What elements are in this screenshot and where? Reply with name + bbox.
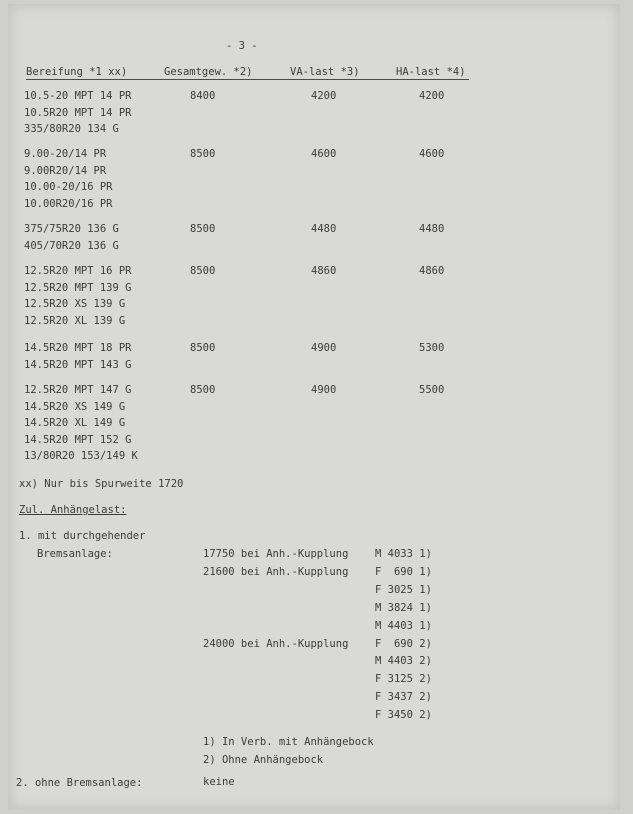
tire-size: 335/80R20 134 G [24,123,119,135]
header-va-last: VA-last *3) [290,66,360,78]
note-2: 2) Ohne Anhängebock [203,754,324,766]
va-last-value: 4480 [311,223,337,235]
item2-value: keine [203,776,235,788]
tire-size: 12.5R20 XL 139 G [24,314,126,327]
coupling-type: M 4033 1) [375,548,432,560]
header-bereifung: Bereifung *1 xx) [26,66,128,78]
page-number: - 3 - [226,40,258,52]
gesamtgewicht-value: 8500 [190,223,216,235]
tire-size: 13/80R20 153/149 K [24,450,138,462]
trailer-load: 24000 bei Anh.-Kupplung [203,637,349,650]
coupling-type: F 3450 2) [375,709,432,722]
gesamtgewicht-value: 8500 [190,342,216,354]
va-last-value: 4600 [311,148,337,160]
coupling-type: M 4403 2) [375,655,432,668]
trailer-load: 17750 bei Anh.-Kupplung [203,548,349,560]
footnote-xx: xx) Nur bis Spurweite 1720 [19,478,184,490]
ha-last-value: 4480 [419,223,445,235]
tire-size: 375/75R20 136 G [24,223,119,235]
coupling-type: M 3824 1) [375,601,432,614]
gesamtgewicht-value: 8500 [190,265,216,277]
tire-size: 10.00-20/16 PR [24,181,113,193]
tire-size: 10.00R20/16 PR [24,197,113,210]
ha-last-value: 5300 [419,342,445,354]
item1-line1: 1. mit durchgehender [19,530,146,542]
tire-size: 9.00R20/14 PR [24,164,107,177]
va-last-value: 4860 [311,265,337,277]
trailer-load: 21600 bei Anh.-Kupplung [203,565,349,578]
coupling-type: M 4403 1) [375,619,432,632]
tire-size: 14.5R20 MPT 18 PR [24,342,132,354]
tire-size: 12.5R20 MPT 147 G [24,384,132,396]
coupling-type: F 690 2) [375,637,432,650]
va-last-value: 4200 [311,90,337,102]
tire-size: 10.5-20 MPT 14 PR [24,90,132,102]
ha-last-value: 4600 [419,148,445,160]
item1-line2: Bremsanlage: [37,548,113,560]
tire-size: 12.5R20 MPT 16 PR [24,265,132,277]
tire-size: 9.00-20/14 PR [24,148,107,160]
tire-size: 10.5R20 MPT 14 PR [24,106,132,119]
gesamtgewicht-value: 8500 [190,384,216,396]
header-gesamtgew: Gesamtgew. *2) [164,66,253,78]
tire-size: 405/70R20 136 G [24,239,119,252]
va-last-value: 4900 [311,384,337,396]
coupling-type: F 3125 2) [375,673,432,686]
coupling-type: F 3025 1) [375,583,432,596]
item2-label: 2. ohne Bremsanlage: [16,777,143,789]
coupling-type: F 3437 2) [375,691,432,704]
tire-size: 14.5R20 XL 149 G [24,417,126,429]
header-ha-last: HA-last *4) [396,66,466,78]
header-rule [26,79,469,80]
ha-last-value: 4200 [419,90,445,102]
tire-size: 12.5R20 MPT 139 G [24,281,132,294]
ha-last-value: 5500 [419,384,445,396]
tire-size: 14.5R20 XS 149 G [24,400,126,413]
trailer-title: Zul. Anhängelast: [19,504,127,516]
coupling-type: F 690 1) [375,565,432,578]
note-1: 1) In Verb. mit Anhängebock [203,736,374,748]
va-last-value: 4900 [311,342,337,354]
gesamtgewicht-value: 8500 [190,148,216,160]
gesamtgewicht-value: 8400 [190,90,216,102]
tire-size: 12.5R20 XS 139 G [24,298,126,310]
tire-size: 14.5R20 MPT 152 G [24,433,132,446]
ha-last-value: 4860 [419,265,445,277]
tire-size: 14.5R20 MPT 143 G [24,358,132,371]
